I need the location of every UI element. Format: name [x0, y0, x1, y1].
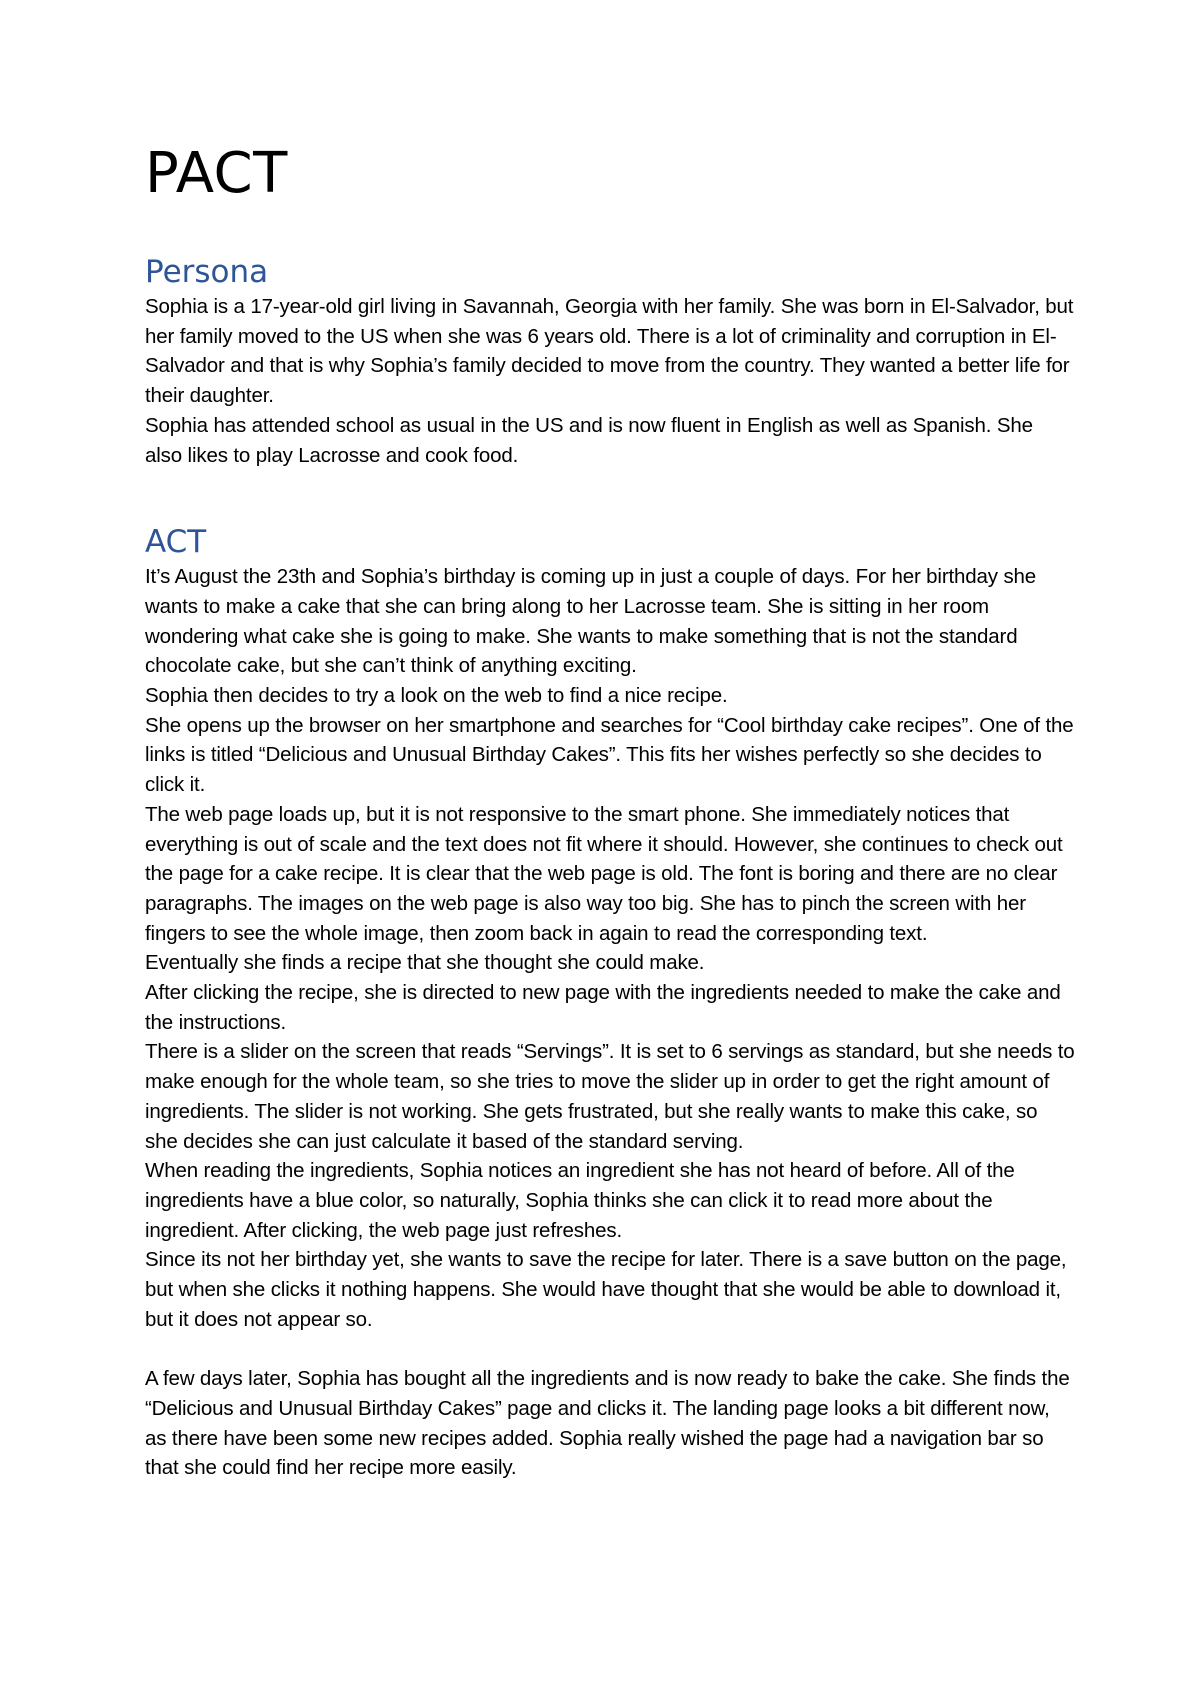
persona-paragraph: Sophia has attended school as usual in the US and is now fluent in English as well as Spanish. She also likes to play Lacrosse and cook food. [145, 413, 1033, 467]
paragraph-spacer [145, 1335, 1075, 1365]
section-heading-act: ACT [145, 524, 207, 561]
act-paragraph: The web page loads up, but it is not responsive to the smart phone. She immediately notices that everything is out of scale and the text does not fit where it should. However, she continues to check out the page for a cake recipe. It is clear that the web page is old. The font is boring and there are no clear paragraphs. The images on the web page is also way too big. She has to pinch the screen with her fingers to see the whole image, then zoom back in again to read the corresponding text. [145, 802, 1063, 945]
act-paragraph: Sophia then decides to try a look on the web to find a nice recipe. [145, 684, 728, 708]
document-title: PACT [145, 141, 288, 206]
act-paragraph: Since its not her birthday yet, she wants to save the recipe for later. There is a save button on the page, but when she clicks it nothing happens. She would have thought that she would be able to download it, but it does not appear so. [145, 1248, 1067, 1331]
act-paragraph: It’s August the 23th and Sophia’s birthday is coming up in just a couple of days. For her birthday she wants to make a cake that she can bring along to her Lacrosse team. She is sitting in her room wondering what cake she is going to make. She wants to make something that is not the standard chocolate cake, but she can’t think of anything exciting. [145, 565, 1037, 678]
act-paragraph: There is a slider on the screen that reads “Servings”. It is set to 6 servings as standard, but she needs to make enough for the whole team, so she tries to move the slider up in order to get the right amount of ingredients. The slider is not working. She gets frustrated, but she really wants to make this cake, so she decides she can just calculate it based of the standard serving. [145, 1040, 1075, 1153]
act-paragraph: When reading the ingredients, Sophia notices an ingredient she has not heard of before. All of the ingredients have a blue color, so naturally, Sophia thinks she can click it to read more about the ingredient. After clicking, the web page just refreshes. [145, 1159, 1015, 1242]
act-paragraph: Eventually she finds a recipe that she thought she could make. [145, 951, 705, 975]
act-paragraph: A few days later, Sophia has bought all the ingredients and is now ready to bake the cake. She finds the “Delicious and Unusual Birthday Cakes” page and clicks it. The landing page looks a bit different now, as there have been some new recipes added. Sophia really wished the page had a navigation bar so that she could find her recipe more easily. [145, 1367, 1070, 1480]
persona-paragraph: Sophia is a 17-year-old girl living in Savannah, Georgia with her family. She was born in El-Salvador, but her family moved to the US when she was 6 years old. There is a lot of criminality and corruption in El-Salvador and that is why Sophia’s family decided to move from the country. They wanted a better life for their daughter. [145, 295, 1074, 408]
act-paragraph: She opens up the browser on her smartphone and searches for “Cool birthday cake recipes”. One of the links is titled “Delicious and Unusual Birthday Cakes”. This fits her wishes perfectly so she decides to click it. [145, 713, 1074, 797]
act-paragraph: After clicking the recipe, she is directed to new page with the ingredients needed to make the cake and the instructions. [145, 981, 1061, 1034]
section-heading-persona: Persona [145, 254, 269, 290]
document-body [145, 140, 1075, 1483]
